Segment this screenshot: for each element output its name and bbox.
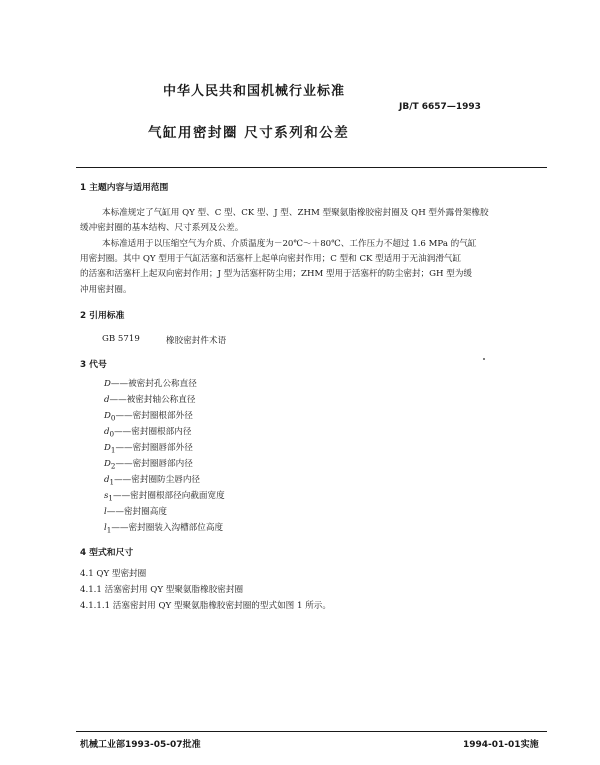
footer-divider [76, 731, 547, 732]
approval-date: 机械工业部1993-05-07批准 [80, 740, 201, 750]
effective-date: 1994-01-01实施 [463, 740, 539, 750]
term-d1: $d_1——$密封圈防尘唇内径 [104, 475, 201, 487]
term-d0: $d_0——$密封圈根部内径 [104, 427, 192, 439]
term-l1: $l_1——$密封圈装入沟槽部位高度 [104, 523, 224, 535]
section-4-heading: 4 型式和尺寸 [80, 548, 134, 558]
standard-code: JB/T 6657—1993 [399, 102, 481, 112]
term-l: l——密封圈高度 [104, 507, 167, 517]
section-1-paragraph-2-line-4: 冲用密封圈。 [80, 285, 132, 295]
section-1-paragraph-1-line-2: 缓冲密封圈的基本结构、尺寸系列及公差。 [80, 223, 244, 233]
reference-standard-code: GB 5719 [102, 334, 140, 344]
term-s1: $s_1——$密封圈根部径向截面宽度 [104, 491, 225, 503]
section-1-paragraph-1-line-1: 本标准规定了气缸用 QY 型、C 型、CK 型、J 型、ZHM 型聚氨脂橡胶密封圈及 QH 型外露骨架橡胶 [102, 208, 489, 218]
term-D1: $D_1——$密封圈唇部外径 [104, 443, 193, 455]
subsection-4-1-1: 4.1.1 活塞密封用 QY 型聚氨脂橡胶密封圈 [80, 585, 244, 595]
issuing-organization: 中华人民共和国机械行业标准 [163, 84, 346, 99]
section-3-heading: 3 代号 [80, 360, 107, 370]
section-1-paragraph-2-line-1: 本标准适用于以压缩空气为介质、介质温度为－20℃～＋80℃、工作压力不超过 1.6 MPa 的气缸 [102, 239, 477, 249]
subsection-4-1-1-1: 4.1.1.1 活塞密封用 QY 型聚氨脂橡胶密封圈的型式如图 1 所示。 [80, 601, 331, 611]
section-1-heading: 1 主题内容与适用范围 [80, 183, 169, 193]
section-2-heading: 2 引用标准 [80, 311, 125, 321]
document-title: 气缸用密封圈 尺寸系列和公差 [148, 125, 350, 141]
scan-speck [483, 358, 485, 360]
section-1-paragraph-2-line-3: 的活塞和活塞杆上起双向密封作用；J 型为活塞杆防尘用；ZHM 型用于活塞杆的防尘密封；GH 型为缓 [80, 269, 473, 279]
term-D0: $D_0——$密封圈根部外径 [104, 411, 193, 423]
reference-standard-title: 橡胶密封件术语 [166, 336, 227, 346]
header-divider [76, 167, 547, 168]
term-D: D——被密封孔公称直径 [104, 379, 197, 389]
term-D2: $D_2——$密封圈唇部内径 [104, 459, 193, 471]
section-1-paragraph-2-line-2: 用密封圈。其中 QY 型用于气缸活塞和活塞杆上起单向密封作用；C 型和 CK 型适用于无油润滑气缸 [80, 254, 462, 264]
term-d: d——被密封轴公称直径 [104, 395, 196, 405]
subsection-4-1: 4.1 QY 型密封圈 [80, 569, 147, 579]
